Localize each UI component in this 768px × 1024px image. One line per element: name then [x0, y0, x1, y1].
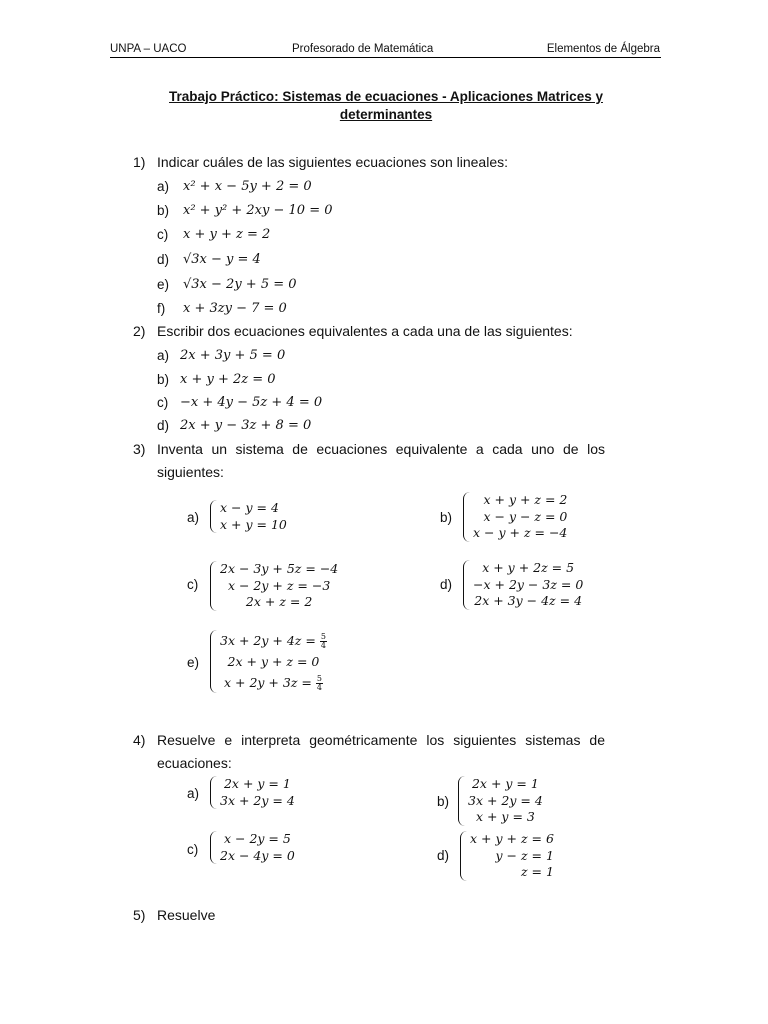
- q2-item-label: a): [157, 348, 170, 363]
- system-equation: x − y + z = −4: [473, 525, 568, 540]
- q1-item-equation: x² + x − 5y + 2 = 0: [183, 179, 312, 194]
- q1-number: 1): [133, 154, 146, 170]
- system-equation: x + y = 10: [220, 516, 287, 532]
- fraction: $\frac{5}{4}$: [316, 674, 322, 692]
- q4-system-a: [210, 776, 295, 809]
- q2-number: 2): [133, 323, 146, 339]
- left-brace: [460, 831, 468, 881]
- system-equation: 2x + 3y − 4z = 4: [474, 593, 583, 608]
- system-equation: x − y = 4: [220, 500, 279, 515]
- q3-system-e: [210, 630, 327, 693]
- system-equation: z = 1: [520, 864, 554, 879]
- q2-item-equation: 2x + 3y + 5 = 0: [180, 348, 286, 363]
- q4-system-d: [460, 831, 554, 881]
- left-brace: [210, 831, 218, 864]
- q2-item-equation: 2x + y − 3z + 8 = 0: [180, 418, 312, 433]
- q4-system-label: b): [437, 794, 450, 809]
- q3-text-line-1: Inventa un sistema de ecuaciones equivalente a cada uno de los: [157, 441, 605, 457]
- q3-system-d: [463, 560, 583, 610]
- system-equation: x − 2y = 5: [223, 831, 291, 846]
- system-equations: [220, 500, 287, 533]
- q3-system-label: c): [187, 577, 199, 592]
- system-equation: 2x + y = 1: [223, 776, 291, 791]
- q4-number: 4): [133, 732, 146, 748]
- q2-item-label: c): [157, 395, 169, 410]
- system-equations: [470, 831, 554, 881]
- q1-item-label: a): [157, 179, 170, 194]
- system-equations: [468, 776, 543, 826]
- system-equation: 2x + y + z = 0: [227, 654, 320, 669]
- system-equation: 3x + 2y = 4: [220, 792, 295, 808]
- system-equation: 2x + z = 2: [245, 594, 313, 609]
- q1-item-label: b): [157, 203, 170, 218]
- header-center: Profesorado de Matemática: [292, 43, 434, 55]
- q3-system-label: b): [440, 510, 453, 525]
- q4-system-label: c): [187, 842, 199, 857]
- q3-system-label: d): [440, 577, 453, 592]
- q4-system-label: a): [187, 786, 200, 801]
- q2-item-label: b): [157, 372, 170, 387]
- q1-item-equation: x² + y² + 2xy − 10 = 0: [183, 203, 333, 218]
- q4-system-c: [210, 831, 295, 864]
- page-title: [150, 88, 622, 124]
- left-brace: [210, 561, 218, 611]
- q1-item-equation: x + 3zy − 7 = 0: [183, 301, 287, 316]
- q1-item-label: e): [157, 277, 170, 292]
- system-equation: y − z = 1: [495, 847, 554, 863]
- q4-system-b: [458, 776, 543, 826]
- left-brace: [463, 492, 471, 542]
- q2-text: Escribir dos ecuaciones equivalentes a cada una de las siguientes:: [157, 323, 573, 339]
- system-equation: x + y + z = 2: [483, 492, 568, 507]
- q4-text-line-2: ecuaciones:: [157, 755, 232, 771]
- system-equation: 2x − 3y + 5z = −4: [220, 561, 339, 576]
- left-brace: [210, 630, 218, 693]
- system-equations: [220, 630, 327, 693]
- system-equation: x + 2y + 3z = $\frac{5}{4}$: [223, 674, 322, 692]
- system-equations: [220, 561, 338, 611]
- q2-item-label: d): [157, 418, 170, 433]
- q1-item-equation: √3x − y = 4: [183, 252, 261, 267]
- q4-system-label: d): [437, 848, 450, 863]
- fraction: $\frac{5}{4}$: [320, 632, 326, 650]
- system-equation: x + y = 3: [475, 809, 535, 824]
- system-equation: 3x + 2y = 4: [468, 792, 543, 808]
- system-equation: x − y − z = 0: [483, 508, 568, 524]
- system-equations: [473, 492, 567, 542]
- q1-item-label: d): [157, 252, 170, 267]
- system-equations: [473, 560, 583, 610]
- q3-system-label: a): [187, 510, 200, 525]
- left-brace: [458, 776, 466, 826]
- q3-system-b: [463, 492, 567, 542]
- system-equation: 2x − 4y = 0: [220, 847, 295, 863]
- q5-text: Resuelve: [157, 907, 216, 923]
- system-equation: 2x + y = 1: [471, 776, 539, 791]
- system-equations: [220, 831, 295, 864]
- header-left: UNPA – UACO: [110, 43, 187, 55]
- q2-item-equation: x + y + 2z = 0: [180, 372, 276, 387]
- system-equations: [220, 776, 295, 809]
- system-equation: x + y + z = 6: [470, 831, 554, 846]
- q1-item-equation: √3x − 2y + 5 = 0: [183, 277, 297, 292]
- q3-system-c: [210, 561, 338, 611]
- title-line-1: Trabajo Práctico: Sistemas de ecuaciones - Aplicaciones Matrices y: [169, 89, 603, 104]
- header-divider: [110, 57, 661, 58]
- q4-text-line-1: Resuelve e interpreta geométricamente los siguientes sistemas de: [157, 732, 605, 748]
- left-brace: [210, 776, 218, 809]
- title-line-2: determinantes: [339, 107, 433, 122]
- q3-number: 3): [133, 441, 146, 457]
- header-right: Elementos de Álgebra: [546, 43, 660, 55]
- system-equation: x − 2y + z = −3: [227, 577, 331, 593]
- q1-text: Indicar cuáles de las siguientes ecuaciones son lineales:: [157, 154, 508, 170]
- q3-system-a: [210, 500, 287, 533]
- system-equation: −x + 2y − 3z = 0: [473, 576, 584, 592]
- q2-item-equation: −x + 4y − 5z + 4 = 0: [180, 395, 323, 410]
- q3-text-line-2: siguientes:: [157, 464, 224, 480]
- q5-number: 5): [133, 907, 146, 923]
- system-equation: x + y + 2z = 5: [482, 560, 575, 575]
- q3-system-label: e): [187, 655, 200, 670]
- q1-item-equation: x + y + z = 2: [183, 227, 271, 242]
- left-brace: [463, 560, 471, 610]
- system-equation: 3x + 2y + 4z = $\frac{5}{4}$: [220, 632, 326, 650]
- q1-item-label: c): [157, 227, 169, 242]
- q1-item-label: f): [157, 301, 166, 316]
- left-brace: [210, 500, 218, 533]
